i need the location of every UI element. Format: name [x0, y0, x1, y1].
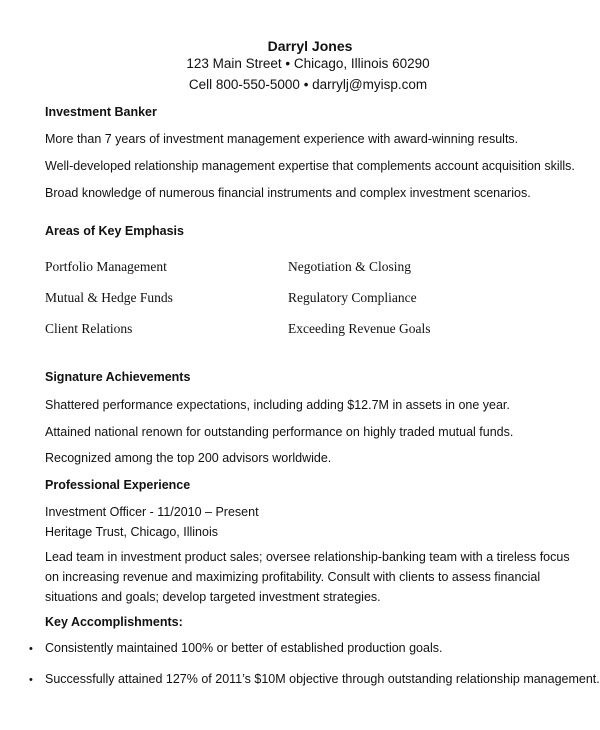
- summary-line: Well-developed relationship management expertise that complements account acquisition skills.: [45, 159, 575, 173]
- accomplishment-text: Successfully attained 127% of 2011’s $10M objective through outstanding relationship management.: [45, 672, 600, 686]
- emphasis-heading: Areas of Key Emphasis: [45, 224, 184, 238]
- company-line: Heritage Trust, Chicago, Illinois: [45, 525, 218, 539]
- job-title: Investment Officer - 11/2010 – Present: [45, 505, 259, 519]
- accomplishments-heading: Key Accomplishments:: [45, 615, 183, 629]
- job-description: Lead team in investment product sales; oversee relationship-banking team with a tireless focus on increasing revenue and maximizing profitability. Consult with clients to assess financial situations and goals; develop targeted investment strategies.: [45, 550, 570, 604]
- summary-line: More than 7 years of investment management experience with award-winning results.: [45, 132, 519, 146]
- list-item: [29, 672, 600, 686]
- emphasis-item: Client Relations: [45, 321, 133, 336]
- bullet-icon: •: [29, 643, 33, 655]
- address-line: 123 Main Street • Chicago, Illinois 60290: [186, 56, 430, 71]
- emphasis-item: Exceeding Revenue Goals: [288, 321, 431, 336]
- achievement-line: Recognized among the top 200 advisors worldwide.: [45, 451, 332, 465]
- achievement-line: Attained national renown for outstanding performance on highly traded mutual funds.: [45, 425, 514, 439]
- experience-heading: Professional Experience: [45, 478, 191, 492]
- emphasis-item: Negotiation & Closing: [288, 259, 411, 274]
- accomplishment-text: Consistently maintained 100% or better of established production goals.: [45, 641, 443, 655]
- emphasis-item: Portfolio Management: [45, 259, 167, 274]
- achievements-heading: Signature Achievements: [45, 370, 191, 384]
- emphasis-item: Regulatory Compliance: [288, 290, 417, 305]
- bullet-icon: •: [29, 674, 33, 686]
- summary-line: Broad knowledge of numerous financial instruments and complex investment scenarios.: [45, 186, 531, 200]
- contact-line: Cell 800-550-5000 • darrylj@myisp.com: [188, 77, 428, 92]
- summary-heading: Investment Banker: [45, 105, 157, 119]
- list-item: [29, 641, 442, 655]
- emphasis-item: Mutual & Hedge Funds: [45, 290, 173, 305]
- achievement-line: Shattered performance expectations, including adding $12.7M in assets in one year.: [45, 398, 510, 412]
- candidate-name: Darryl Jones: [267, 38, 353, 54]
